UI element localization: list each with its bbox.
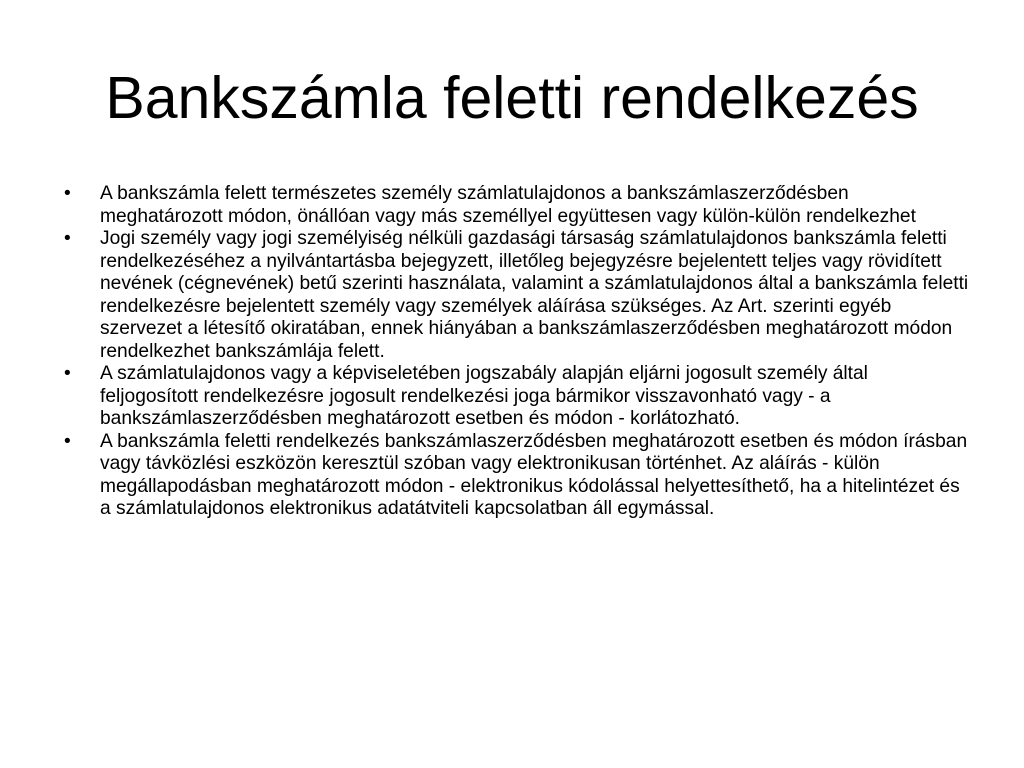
bullet-icon: • [64,228,71,249]
bullet-icon: • [64,183,71,204]
bullet-text: Jogi személy vagy jogi személyiség nélküli gazdasági társaság számlatulajdonos bankszámla feletti rendelkezéséhez a nyilvántartásba bejegyzett, illetőleg bejegyzésre bejelentett teljes vagy rövidített nevének (cégnevének) betű szerinti használata, valamint a számlatulajdonos által a bankszámla feletti rendelkezésre bejelentett személy vagy személyek aláírása szükséges. Az Art. szerinti egyéb szervezet a létesítő okiratában, ennek hiányában a bankszámlaszerződésben meghatározott módon rendelkezhet bankszámlája felett. [100,228,969,362]
bullet-text: A bankszámla felett természetes személy számlatulajdonos a bankszámlaszerződésben meghatározott módon, önállóan vagy más személlyel együttesen vagy külön-külön rendelkezhet [100,183,916,227]
bullet-icon: • [64,363,71,384]
list-item [60,363,970,431]
bullet-icon: • [64,430,71,452]
bullet-text: A számlatulajdonos vagy a képviseletében jogszabály alapján eljárni jogosult személy által feljogosított rendelkezésre jogosult rendelkezési joga bármikor visszavonható vagy - a bankszámlaszerződésben meghatározott esetben és módon - korlátozható. [100,363,868,429]
list-item [60,431,970,521]
bullet-list [60,183,970,521]
slide-title: Bankszámla feletti rendelkezés [105,65,919,131]
list-item [60,228,970,363]
list-item [60,183,970,228]
bullet-text: A bankszámla feletti rendelkezés bankszámlaszerződésben meghatározott esetben és módon írásban vagy távközlési eszközön keresztül szóban vagy elektronikusan történhet. Az aláírás - külön megállapodásban meghatározott módon - elektronikus kódolással helyettesíthető, ha a hitelintézet és a számlatulajdonos elektronikus adatátviteli kapcsolatban áll egymással. [100,430,968,519]
